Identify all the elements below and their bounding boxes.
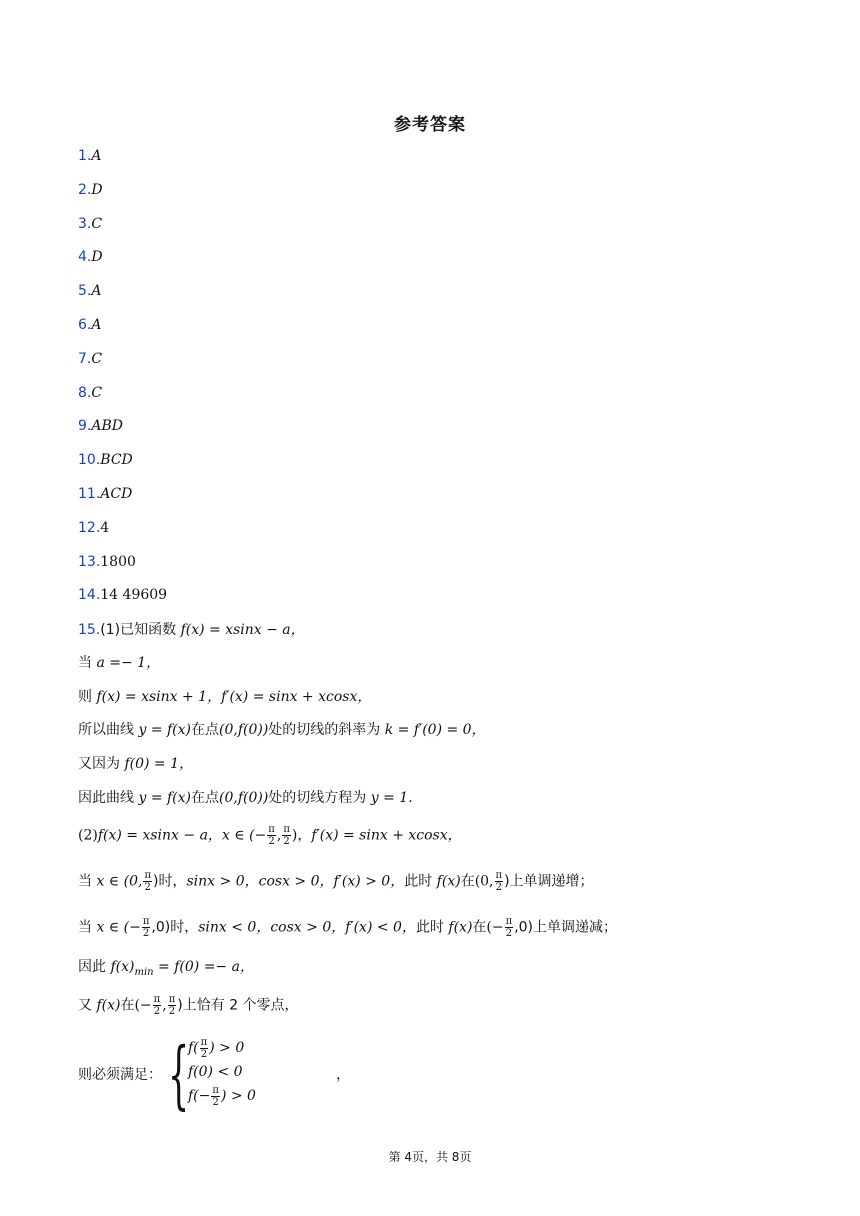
condition-1: f( $\frac{\pi}{2}$ ) > 0: [188, 1036, 245, 1060]
q15-line-8: 当 x ∈ (0, $\frac{\pi}{2}$ )时，sinx > 0，cosx > 0，f′(x) > 0，此时 f(x)在(0, $\frac{\pi}{2}$ )上单调递增；: [78, 870, 594, 893]
q15-line-7: (2)f(x) = xsinx − a，x ∈ (− $\frac{\pi}{2}$ , $\frac{\pi}{2}$ )，f′(x) = sinx + xcosx，: [78, 824, 462, 847]
answer-value: C: [91, 216, 103, 232]
answer-value: ACD: [100, 486, 133, 502]
answer-value: 4: [100, 520, 110, 536]
fraction: $\frac{\pi}{2}$: [168, 994, 176, 1017]
fraction: $\frac{\pi}{2}$: [144, 870, 152, 893]
q15-line-6: 因此曲线 y = f(x)在点(0,f(0))处的切线方程为 y = 1.: [78, 790, 413, 806]
answer-value: C: [91, 351, 103, 367]
question-number: 15.: [78, 622, 101, 638]
fraction: $\frac{\pi}{2}$: [153, 994, 161, 1017]
question-number: 9.: [78, 418, 92, 434]
answer-item: [78, 518, 109, 538]
q15-line-4: 所以曲线 y = f(x)在点(0,f(0))处的切线的斜率为 k = f′(0) = 0，: [78, 722, 486, 738]
left-brace: {: [168, 1032, 190, 1118]
condition-system: 则必须满足： { f( $\frac{\pi}{2}$ ) > 0 f(0) < 0 f(− $\frac{\pi}{2}$ ) > 0 ，: [78, 1032, 350, 1118]
answer-value: A: [91, 317, 102, 333]
page-title: 参考答案: [394, 115, 466, 135]
answer-item: [78, 281, 101, 301]
answer-value: BCD: [100, 452, 133, 468]
fraction: $\frac{\pi}{2}$: [283, 824, 290, 847]
condition-2: f(0) < 0: [188, 1064, 243, 1080]
answer-value: D: [91, 249, 103, 265]
fraction: $\frac{\pi}{2}$: [268, 824, 275, 847]
question-number: 5.: [78, 283, 92, 299]
answer-item: [78, 416, 123, 436]
answer-item: [78, 214, 102, 234]
q15-line-9: 当 x ∈ (− $\frac{\pi}{2}$ ,0)时，sinx < 0，cosx > 0，f′(x) < 0，此时 f(x)在(− $\frac{\pi}{2}$ ,0)上单调递减；: [78, 916, 618, 939]
fraction: $\frac{\pi}{2}$: [142, 916, 150, 939]
q15-line-5: 又因为 f(0) = 1，: [78, 756, 194, 772]
answer-value: 14 49609: [100, 587, 168, 603]
question-number: 4.: [78, 249, 92, 265]
answer-item: [78, 146, 101, 166]
answer-item: [78, 349, 102, 369]
answer-item: [78, 383, 102, 403]
answer-item: [78, 484, 132, 504]
answer-item: [78, 315, 101, 335]
question-number: 14.: [78, 587, 101, 603]
answer-value: A: [91, 283, 102, 299]
q15-line-10: 因此 $f(x)_{min} = f(0) =- a$，: [78, 959, 254, 978]
question-number: 13.: [78, 554, 101, 570]
answer-value: D: [91, 182, 103, 198]
q15-line-1: 15.(1)已知函数 f(x) = xsinx − a，: [78, 622, 305, 638]
condition-3: f(− $\frac{\pi}{2}$ ) > 0: [188, 1084, 256, 1108]
question-number: 1.: [78, 148, 92, 164]
answer-item: [78, 180, 103, 200]
q15-line-2: 当 a =− 1，: [78, 655, 161, 671]
question-number: 12.: [78, 520, 101, 536]
answer-value: 1800: [100, 554, 136, 570]
fraction: $\frac{\pi}{2}$: [495, 870, 503, 893]
question-number: 6.: [78, 317, 92, 333]
answer-value: C: [91, 385, 103, 401]
question-number: 10.: [78, 452, 101, 468]
answer-value: ABD: [91, 418, 123, 434]
question-number: 2.: [78, 182, 92, 198]
fraction: $\frac{\pi}{2}$: [200, 1036, 208, 1060]
question-number: 7.: [78, 351, 92, 367]
q15-line-3: 则 f(x) = xsinx + 1，f′(x) = sinx + xcosx，: [78, 689, 372, 705]
page-footer: 第 4页，共 8页: [388, 1150, 472, 1164]
question-number: 3.: [78, 216, 92, 232]
answer-item: [78, 585, 167, 605]
answer-value: A: [91, 148, 102, 164]
fraction: $\frac{\pi}{2}$: [505, 916, 513, 939]
answer-item: [78, 247, 103, 267]
q15-line-11: 又 f(x)在(− $\frac{\pi}{2}$ , $\frac{\pi}{2}$ )上恰有 2 个零点，: [78, 994, 299, 1017]
question-number: 8.: [78, 385, 92, 401]
fraction: $\frac{\pi}{2}$: [212, 1084, 219, 1108]
answer-item: [78, 552, 136, 572]
question-number: 11.: [78, 486, 101, 502]
answer-item: [78, 450, 133, 470]
